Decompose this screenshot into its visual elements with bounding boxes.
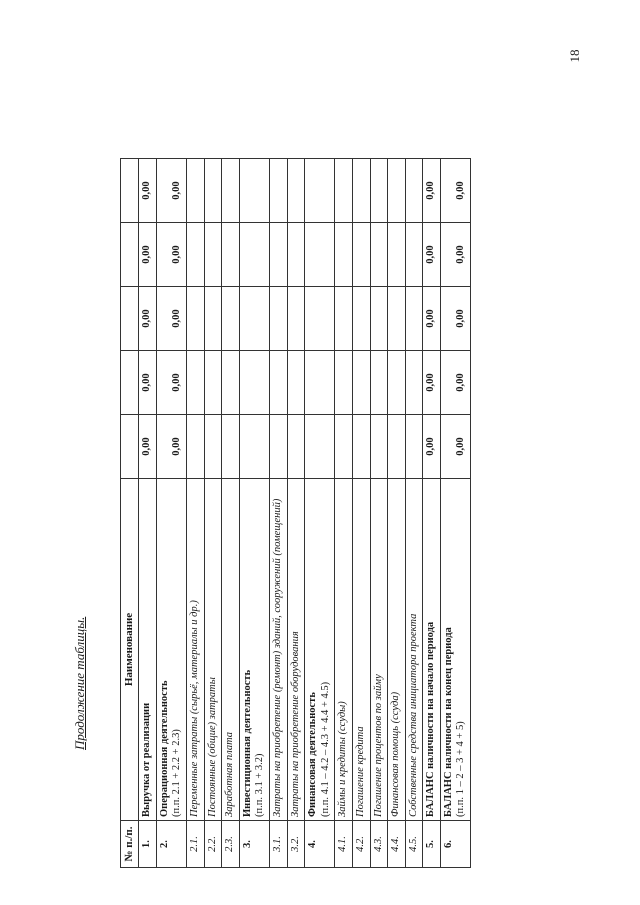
value-cell: 0,00 — [440, 159, 470, 223]
value-cell: 0,00 — [423, 223, 441, 287]
header-period-1 — [121, 415, 139, 479]
row-name-cell — [305, 479, 335, 821]
value-cell — [269, 287, 287, 351]
table-header-row — [121, 159, 139, 868]
value-cell: 0,00 — [139, 351, 157, 415]
value-cell — [239, 415, 269, 479]
row-number: 2.3. — [222, 821, 240, 868]
table-row — [335, 159, 353, 868]
row-name: Финансовая деятельность — [307, 692, 319, 817]
row-name-cell — [440, 479, 470, 821]
row-name: Затраты на приобретение (ремонт) зданий, сооружений (помещений) — [271, 498, 283, 817]
value-cell — [287, 159, 305, 223]
table-row — [388, 159, 406, 868]
value-cell — [388, 223, 406, 287]
value-cell: 0,00 — [156, 415, 186, 479]
value-cell: 0,00 — [139, 223, 157, 287]
value-cell: 0,00 — [423, 159, 441, 223]
value-cell: 0,00 — [139, 159, 157, 223]
row-name-cell — [239, 479, 269, 821]
table-row — [405, 159, 423, 868]
value-cell: 0,00 — [156, 223, 186, 287]
value-cell — [269, 223, 287, 287]
value-cell: 0,00 — [139, 287, 157, 351]
row-number: 4.2. — [352, 821, 370, 868]
value-cell: 0,00 — [139, 415, 157, 479]
row-name-cell — [156, 479, 186, 821]
row-name: БАЛАНС наличности на начало периода — [425, 621, 437, 817]
row-name: Погашение кредита — [354, 726, 366, 817]
value-cell — [335, 415, 353, 479]
value-cell — [405, 415, 423, 479]
row-number: 3.1. — [269, 821, 287, 868]
value-cell — [222, 415, 240, 479]
value-cell — [186, 351, 204, 415]
value-cell — [186, 159, 204, 223]
table-row — [186, 159, 204, 868]
value-cell: 0,00 — [156, 351, 186, 415]
table-row — [305, 159, 335, 868]
value-cell — [222, 223, 240, 287]
row-name-cell — [269, 479, 287, 821]
value-cell: 0,00 — [423, 287, 441, 351]
value-cell — [388, 351, 406, 415]
row-name-cell — [388, 479, 406, 821]
row-formula: (п.п. 3.1 + 3.2) — [254, 753, 266, 817]
value-cell — [287, 223, 305, 287]
table-row — [370, 159, 388, 868]
value-cell — [269, 159, 287, 223]
page-number: 18 — [567, 49, 582, 63]
value-cell — [186, 287, 204, 351]
row-number: 3.2. — [287, 821, 305, 868]
row-name: Операционная деятельность — [158, 680, 170, 817]
table-body — [139, 159, 471, 868]
header-period-5 — [121, 159, 139, 223]
value-cell — [269, 415, 287, 479]
row-number: 4.1. — [335, 821, 353, 868]
row-formula: (п.п. 4.1 – 4.2 – 4.3 + 4.4 + 4.5) — [319, 681, 331, 817]
row-number: 4.5. — [405, 821, 423, 868]
row-name-cell — [222, 479, 240, 821]
value-cell: 0,00 — [423, 415, 441, 479]
value-cell: 0,00 — [440, 287, 470, 351]
value-cell — [305, 351, 335, 415]
value-cell — [352, 223, 370, 287]
row-name: Финансовая помощь (ссуда) — [390, 691, 402, 817]
row-formula: (п.п. 1 – 2 – 3 + 4 + 5) — [455, 721, 467, 817]
value-cell — [370, 223, 388, 287]
value-cell — [405, 223, 423, 287]
table-row — [204, 159, 222, 868]
value-cell — [222, 351, 240, 415]
row-name-cell — [186, 479, 204, 821]
value-cell — [305, 415, 335, 479]
value-cell — [370, 287, 388, 351]
value-cell — [305, 159, 335, 223]
value-cell — [405, 287, 423, 351]
row-number: 2.1. — [186, 821, 204, 868]
value-cell — [335, 351, 353, 415]
row-name-cell — [204, 479, 222, 821]
row-name: Заработная плата — [224, 731, 236, 817]
row-formula: (п.п. 2.1 + 2.2 + 2.3) — [171, 729, 183, 817]
value-cell — [335, 159, 353, 223]
header-period-2 — [121, 351, 139, 415]
row-number: 6. — [440, 821, 470, 868]
value-cell — [222, 287, 240, 351]
value-cell — [204, 287, 222, 351]
row-name: Переменные затраты (сырьё, материалы и др.) — [188, 600, 200, 817]
header-period-4 — [121, 223, 139, 287]
value-cell — [305, 223, 335, 287]
value-cell: 0,00 — [440, 223, 470, 287]
table-row — [269, 159, 287, 868]
value-cell — [222, 159, 240, 223]
value-cell — [405, 351, 423, 415]
row-number: 3. — [239, 821, 269, 868]
value-cell — [204, 223, 222, 287]
value-cell: 0,00 — [156, 287, 186, 351]
row-number: 4.3. — [370, 821, 388, 868]
row-name-cell — [139, 479, 157, 821]
row-number: 2.2. — [204, 821, 222, 868]
table-row — [287, 159, 305, 868]
value-cell — [352, 287, 370, 351]
value-cell — [388, 159, 406, 223]
cash-flow-table — [120, 158, 471, 868]
row-name: Займы и кредиты (ссуды) — [337, 701, 349, 817]
table-row — [239, 159, 269, 868]
row-name-cell — [423, 479, 441, 821]
value-cell: 0,00 — [156, 159, 186, 223]
row-name: БАЛАНС наличности на конец периода — [442, 627, 454, 817]
row-name: Выручка от реализации — [141, 702, 153, 817]
row-number: 4.4. — [388, 821, 406, 868]
value-cell — [388, 415, 406, 479]
header-name: Наименование — [121, 479, 139, 821]
row-name: Постоянные (общие) затраты — [206, 677, 218, 817]
table-row — [423, 159, 441, 868]
row-name: Инвестиционная деятельность — [241, 669, 253, 817]
value-cell: 0,00 — [440, 415, 470, 479]
row-name: Погашение процентов по займу — [372, 674, 384, 817]
value-cell — [352, 415, 370, 479]
table-row — [156, 159, 186, 868]
value-cell — [239, 159, 269, 223]
header-period-3 — [121, 287, 139, 351]
value-cell — [335, 223, 353, 287]
value-cell — [370, 351, 388, 415]
value-cell — [287, 415, 305, 479]
table-row — [352, 159, 370, 868]
row-name: Затраты на приобретение оборудования — [289, 631, 301, 817]
row-number: 4. — [305, 821, 335, 868]
row-name-cell — [287, 479, 305, 821]
row-number: 1. — [139, 821, 157, 868]
row-name-cell — [352, 479, 370, 821]
value-cell — [352, 351, 370, 415]
value-cell — [239, 223, 269, 287]
value-cell — [269, 351, 287, 415]
header-num: № п./п. — [121, 821, 139, 868]
value-cell — [186, 223, 204, 287]
table-row — [440, 159, 470, 868]
row-name-cell — [370, 479, 388, 821]
value-cell — [388, 287, 406, 351]
value-cell — [239, 287, 269, 351]
value-cell — [352, 159, 370, 223]
row-name-cell — [335, 479, 353, 821]
value-cell — [305, 287, 335, 351]
value-cell — [405, 159, 423, 223]
row-number: 5. — [423, 821, 441, 868]
value-cell — [204, 415, 222, 479]
value-cell — [287, 287, 305, 351]
row-name: Собственные средства инициатора проекта — [407, 613, 419, 817]
value-cell — [370, 159, 388, 223]
value-cell — [287, 351, 305, 415]
table-row — [222, 159, 240, 868]
table-row — [139, 159, 157, 868]
row-number: 2. — [156, 821, 186, 868]
value-cell — [186, 415, 204, 479]
rotated-page-content — [70, 180, 530, 870]
value-cell — [204, 351, 222, 415]
value-cell — [335, 287, 353, 351]
value-cell: 0,00 — [440, 351, 470, 415]
row-name-cell — [405, 479, 423, 821]
value-cell: 0,00 — [423, 351, 441, 415]
table-caption: Продолжение таблицы. — [72, 616, 87, 750]
value-cell — [204, 159, 222, 223]
value-cell — [239, 351, 269, 415]
value-cell — [370, 415, 388, 479]
